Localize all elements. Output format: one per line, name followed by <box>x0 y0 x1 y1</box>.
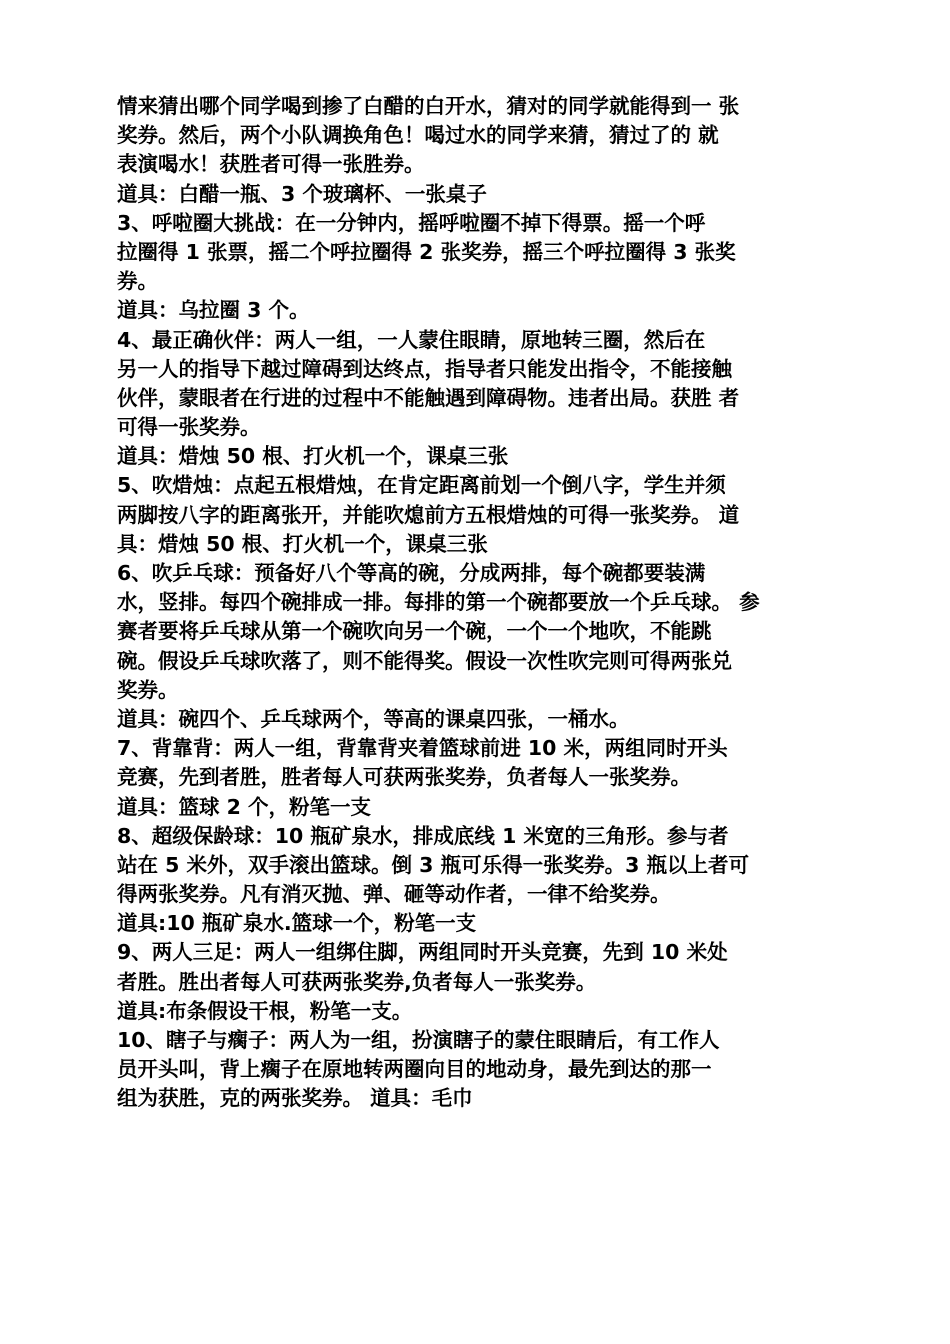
text-line: 3、呼啦圈大挑战：在一分钟内，摇呼啦圈不掉下得票。摇一个呼 <box>117 210 706 235</box>
text-line: 另一人的指导下越过障碍到达终点，指导者只能发出指令，不能接触 <box>117 356 732 381</box>
text-line: 道具：碗四个、乒乓球两个，等高的课桌四张，一桶水。 <box>117 706 630 731</box>
text-line: 组为获胜，克的两张奖券。 道具：毛巾 <box>117 1086 473 1111</box>
text-line: 5、吹焟烛：点起五根焟烛，在肯定距离前划一个倒八字，学生并须 <box>117 473 726 498</box>
text-line: 赛者要将乒乓球从第一个碗吹向另一个碗，一个一个地吹，不能跳 <box>117 619 712 644</box>
text-line: 道具：白醋一瓶、3 个玻璃杯、一张桌子 <box>117 181 487 206</box>
text-line: 奖券。 <box>117 677 179 702</box>
text-line: 券。 <box>117 269 158 294</box>
text-line: 伙伴，蒙眼者在行进的过程中不能触遇到障碍物。违者出局。获胜 者 <box>117 385 740 410</box>
text-line: 道具:布条假设干根，粉笔一支。 <box>117 998 413 1023</box>
text-line: 竞赛，先到者胜，胜者每人可获两张奖券，负者每人一张奖券。 <box>117 765 691 790</box>
text-line: 表演喝水！获胜者可得一张胜券。 <box>117 152 425 177</box>
text-line: 员开头叫，背上瘸子在原地转两圈向目的地动身，最先到达的那一 <box>117 1057 712 1082</box>
text-line: 6、吹乒乓球：预备好八个等高的碗，分成两排，每个碗都要装满 <box>117 561 706 585</box>
text-line: 站在 5 米外，双手滚出篮球。倒 3 瓶可乐得一张奖券。3 瓶以上者可 <box>117 852 749 877</box>
text-line: 拉圈得 1 张票，摇二个呼拉圈得 2 张奖券，摇三个呼拉圈得 3 张奖 <box>117 239 736 264</box>
text-line: 碗。假设乒乓球吹落了，则不能得奖。假设一次性吹完则可得两张兑 <box>117 648 732 673</box>
text-line: 具：焟烛 50 根、打火机一个，课桌三张 <box>117 531 488 556</box>
text-line: 4、最正确伙伴：两人一组，一人蒙住眼睛，原地转三圈，然后在 <box>117 327 706 352</box>
text-line: 8、超级保龄球：10 瓶矿泉水，排成底线 1 米宽的三角形。参与者 <box>117 823 729 848</box>
text-line: 得两张奖券。凡有消灭抛、弹、砸等动作者，一律不给奖券。 <box>117 882 671 907</box>
text-line: 10、瞎子与瘸子：两人为一组，扮演瞎子的蒙住眼睛后，有工作人 <box>117 1028 720 1052</box>
text-line: 道具：焟烛 50 根、打火机一个，课桌三张 <box>117 444 509 469</box>
text-line: 水，竖排。每四个碗排成一排。每排的第一个碗都要放一个乒乓球。 参 <box>117 590 760 615</box>
text-line: 道具：乌拉圈 3 个。 <box>117 298 310 323</box>
text-line: 者胜。胜出者每人可获两张奖券,负者每人一张奖券。 <box>117 969 597 994</box>
text-line: 道具：篮球 2 个，粉笔一支 <box>117 794 372 819</box>
text-line: 情来猜出哪个同学喝到掺了白醋的白开水，猜对的同学就能得到一 张 <box>117 94 740 118</box>
text-line: 奖券。然后，两个小队调换角色！喝过水的同学来猜，猜过了的 就 <box>117 123 719 148</box>
text-line: 9、两人三足：两人一组绑住脚，两组同时开头竞赛，先到 10 米处 <box>117 940 728 965</box>
text-line: 道具:10 瓶矿泉水.篮球一个，粉笔一支 <box>117 911 477 936</box>
text-line: 可得一张奖券。 <box>117 415 261 440</box>
text-line: 两脚按八字的距离张开，并能吹熄前方五根焟烛的可得一张奖券。 道 <box>117 502 740 527</box>
document-body <box>117 92 837 1114</box>
text-line: 7、背靠背：两人一组，背靠背夹着篮球前进 10 米，两组同时开头 <box>117 736 728 761</box>
